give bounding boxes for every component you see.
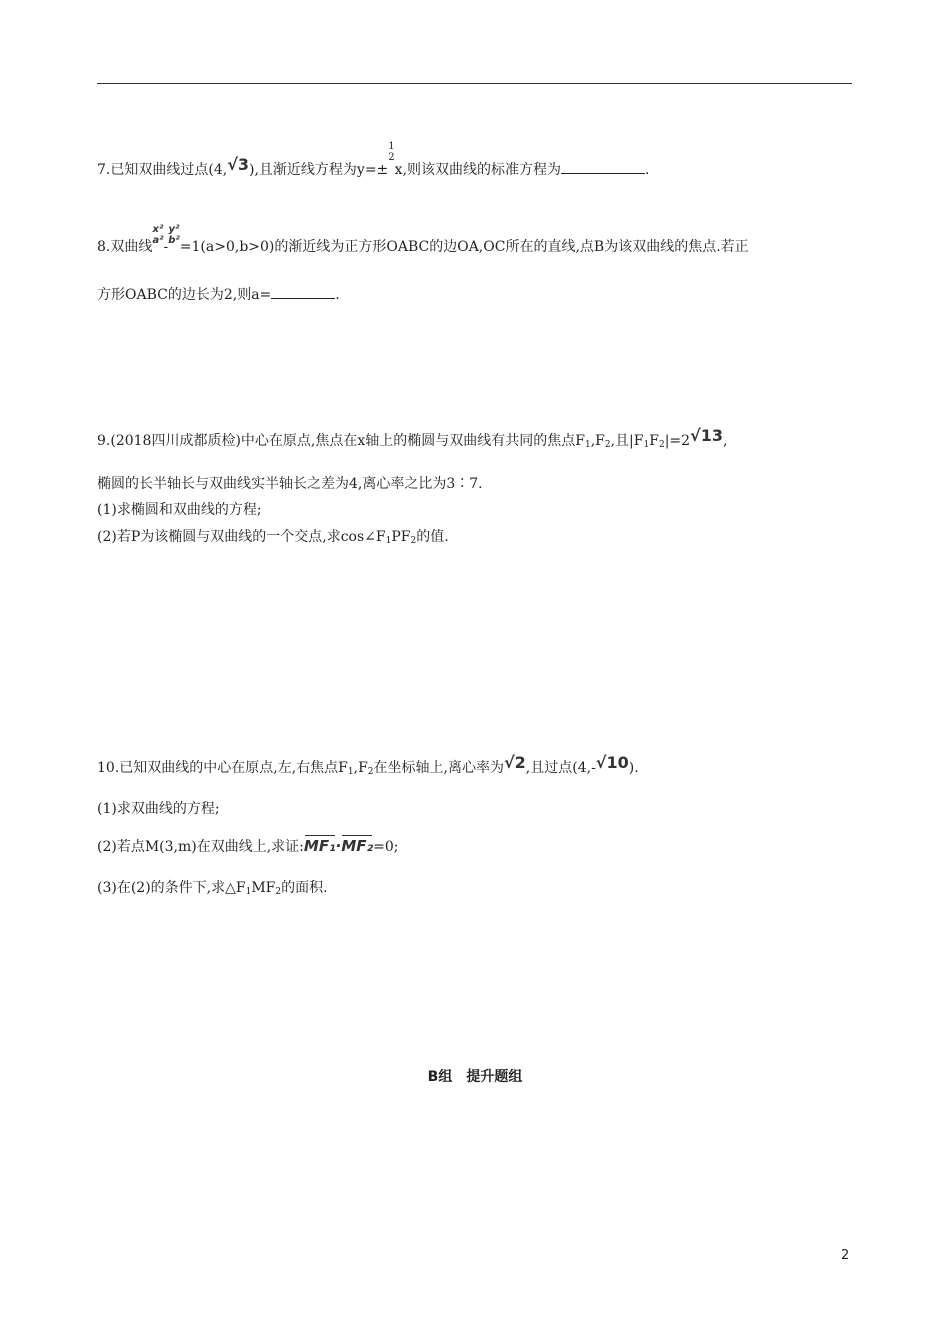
question-10 — [97, 753, 639, 782]
q9-text: 9.(2018四川成都质检)中心在原点,焦点在x轴上的椭圆与双曲线有共同的焦点F — [97, 433, 585, 449]
q10-part2-text: (2)若点M(3,m)在双曲线上,求证: — [97, 839, 304, 855]
fraction-y2-b2 — [168, 224, 180, 246]
question-9-part-2 — [97, 527, 449, 551]
q10-text: ,且过点(4,- — [525, 760, 596, 776]
q9-line2-text: 椭圆的长半轴长与双曲线实半轴长之差为4,离心率之比为3∶7. — [97, 476, 483, 492]
question-9 — [97, 426, 728, 455]
q9-text: F — [649, 433, 659, 449]
subscript: 2 — [275, 887, 282, 897]
answer-blank[interactable] — [561, 159, 645, 174]
q10-part3-text: (3)在(2)的条件下,求△F — [97, 880, 246, 896]
q10-part3-text: MF — [251, 880, 276, 896]
subscript: 1 — [347, 767, 354, 777]
subscript: 1 — [643, 440, 650, 450]
q7-text-suffix: x,则该双曲线的标准方程为 — [394, 162, 562, 178]
q7-end: . — [645, 162, 650, 178]
q8-end: . — [335, 287, 340, 303]
subscript: 1 — [245, 887, 252, 897]
fraction-one-half — [388, 141, 394, 163]
q9-text: ,F — [590, 433, 605, 449]
minus-sign: - — [163, 239, 169, 255]
subscript: 1 — [385, 536, 392, 546]
q8-text-rest: =1(a>0,b>0)的渐近线为正方形OABC的边OA,OC所在的直线,点B为该双曲线的焦点.若正 — [179, 239, 749, 255]
subscript: 2 — [604, 440, 611, 450]
q9-text: ,且|F — [610, 433, 644, 449]
question-9-part-1 — [97, 500, 262, 520]
subscript: 2 — [410, 536, 417, 546]
sqrt-13: √13 — [690, 426, 723, 445]
subscript: 2 — [367, 767, 374, 777]
q10-text: 10.已知双曲线的中心在原点,左,右焦点F — [97, 760, 348, 776]
fraction-x2-a2 — [152, 224, 163, 246]
q7-text: 7.已知双曲线过点(4, — [97, 162, 228, 178]
sqrt-3: √3 — [227, 155, 249, 174]
q10-text: ,F — [353, 760, 368, 776]
vector-mf2: MF₂ — [341, 837, 374, 855]
vector-mf1: MF₁ — [303, 837, 336, 855]
q8-line2-text: 方形OABC的边长为2,则a= — [97, 287, 272, 303]
question-9-line-2 — [97, 474, 483, 494]
question-8-line-2 — [97, 284, 340, 305]
question-10-part-1 — [97, 799, 220, 819]
dot-product: · — [335, 837, 342, 855]
q9-text: , — [722, 433, 728, 449]
q9-text: |=2 — [664, 433, 691, 449]
page-number: 2 — [841, 1248, 850, 1263]
subscript: 1 — [584, 440, 591, 450]
frac-den: b² — [168, 235, 180, 246]
question-10-part-3 — [97, 878, 328, 902]
frac-den: 2 — [388, 152, 395, 163]
sqrt-10: √10 — [595, 753, 629, 772]
q10-part2-text: =0; — [373, 839, 399, 855]
frac-den: a² — [152, 235, 164, 246]
question-7 — [97, 141, 650, 181]
q8-text: 8.双曲线 — [97, 239, 153, 255]
frac-num: y² — [168, 224, 180, 235]
answer-blank[interactable] — [271, 284, 335, 299]
frac-num: x² — [152, 224, 164, 235]
q9-part2-text: PF — [391, 529, 411, 545]
q10-part3-text: 的面积. — [281, 880, 328, 896]
question-10-part-2 — [97, 836, 398, 857]
subscript: 2 — [658, 440, 665, 450]
sqrt-2: √2 — [503, 753, 526, 772]
question-8 — [97, 224, 749, 258]
q9-part2-text: (2)若P为该椭圆与双曲线的一个交点,求cos∠F — [97, 529, 386, 545]
q10-text: 在坐标轴上,离心率为 — [373, 760, 504, 776]
q9-part1-text: (1)求椭圆和双曲线的方程; — [97, 502, 262, 518]
q9-part2-text: 的值. — [416, 529, 449, 545]
section-heading: B组 提升题组 — [427, 1069, 523, 1085]
q7-text-mid: ),且渐近线方程为y=± — [249, 162, 389, 178]
frac-num: 1 — [388, 141, 395, 152]
q10-text: ). — [628, 760, 639, 776]
q10-part1-text: (1)求双曲线的方程; — [97, 801, 220, 817]
header-rule — [97, 83, 852, 84]
